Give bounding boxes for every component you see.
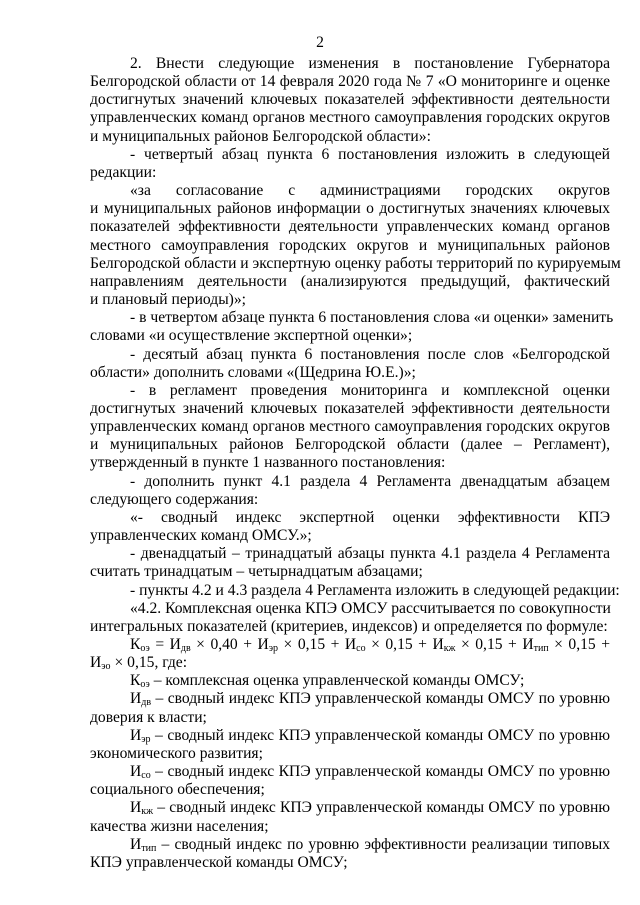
definition-6-line-2: КПЭ управленческой команды ОМСУ;: [90, 853, 348, 871]
paragraph-1-line-1: 2. Внести следующие изменения в постановление Губернатора: [130, 55, 610, 72]
paragraph-9-line-2: считать тринадцатым – четырнадцатым абзацами;: [90, 563, 423, 581]
paragraph-10-line-1: - пункты 4.2 и 4.3 раздела 4 Регламента изложить в следующей редакции:: [130, 581, 620, 599]
paragraph-3-line-7: и плановый периоды)»;: [90, 291, 247, 309]
definition-5-line-2: качества жизни населения;: [90, 817, 269, 835]
paragraph-6-line-4: и муниципальных районов Белгородской области (далее – Регламент),: [90, 436, 610, 454]
definition-2-line-1: $И_{дв}$ – сводный индекс КПЭ управленческой команды ОМСУ по уровню: [130, 690, 610, 709]
paragraph-3-line-1: «за согласование с администрациями городских округов: [130, 182, 610, 200]
formula-line-2: $И_{эо} \times 0,15$, где:: [90, 654, 188, 673]
definition-4-line-1: $И_{со}$ – сводный индекс КПЭ управленческой команды ОМСУ по уровню: [130, 763, 610, 782]
paragraph-3-line-2: и муниципальных районов информации о достигнутых значениях ключевых: [90, 200, 610, 218]
paragraph-6-line-3: управленческих команд органов местного самоуправления городских округов: [90, 418, 610, 436]
paragraph-1-line-2: Белгородской области от 14 февраля 2020 года № 7 «О мониторинге и оценке: [90, 73, 610, 91]
paragraph-3-line-6: направлениям деятельности (анализируются предыдущий, фактический: [90, 272, 610, 290]
paragraph-4-line-2: словами «и осуществление экспертной оценки»;: [90, 327, 413, 345]
document-body: [90, 55, 621, 872]
paragraph-3-line-5: Белгородской области и экспертную оценку работы территорий по курируемым: [90, 254, 621, 272]
paragraph-7-line-2: следующего содержания:: [90, 490, 259, 508]
paragraph-6-line-5: утвержденный в пункте 1 названного постановления:: [90, 454, 446, 472]
paragraph-8-line-2: управленческих команд ОМСУ.»;: [90, 527, 312, 545]
paragraph-2-line-2: редакции:: [90, 163, 157, 181]
definition-4-line-2: социального обеспечения;: [90, 781, 265, 799]
paragraph-6-line-1: - в регламент проведения мониторинга и комплексной оценки: [130, 381, 610, 399]
page-number: 2: [316, 34, 324, 51]
paragraph-2-line-1: - четвертый абзац пункта 6 постановления изложить в следующей: [130, 145, 610, 163]
paragraph-5-line-2: области» дополнить словами «(Щедрина Ю.Е.)»;: [90, 363, 416, 381]
definition-2-line-2: доверия к власти;: [90, 708, 207, 726]
paragraph-3-line-4: местного самоуправления городских округов и муниципальных районов: [90, 236, 610, 254]
paragraph-6-line-2: достигнутых значений ключевых показателей эффективности деятельности: [90, 399, 610, 417]
paragraph-5-line-1: - десятый абзац пункта 6 постановления после слов «Белгородской: [130, 345, 610, 363]
paragraph-11-line-2: интегральных показателей (критериев, индексов) и определяется по формуле:: [90, 617, 608, 635]
paragraph-1-line-5: и муниципальных районов Белгородской области»:: [90, 127, 431, 145]
paragraph-4-line-1: - в четвертом абзаце пункта 6 постановления слова «и оценки» заменить: [130, 309, 614, 327]
paragraph-1-line-3: достигнутых значений ключевых показателей эффективности деятельности: [90, 91, 610, 109]
definition-1-line-1: $К_{оэ}$ – комплексная оценка управленческой команды ОМСУ;: [130, 672, 525, 691]
paragraph-9-line-1: - двенадцатый – тринадцатый абзацы пункта 4.1 раздела 4 Регламента: [130, 545, 610, 563]
paragraph-1-line-4: управленческих команд органов местного самоуправления городских округов: [90, 109, 610, 127]
paragraph-3-line-3: показателей эффективности деятельности управленческих команд органов: [90, 218, 610, 236]
paragraph-8-line-1: «- сводный индекс экспертной оценки эффективности КПЭ: [130, 508, 610, 526]
paragraph-11-line-1: «4.2. Комплексная оценка КПЭ ОМСУ рассчитывается по совокупности: [130, 599, 611, 617]
definition-6-line-1: $И_{тип}$ – сводный индекс по уровню эффективности реализации типовых: [130, 835, 610, 854]
definition-5-line-1: $И_{кж}$ – сводный индекс КПЭ управленческой команды ОМСУ по уровню: [130, 799, 610, 818]
paragraph-7-line-1: - дополнить пункт 4.1 раздела 4 Регламента двенадцатым абзацем: [130, 472, 610, 490]
definition-3-line-2: экономического развития;: [90, 744, 263, 762]
formula-line-1: $К_{оэ} = И_{дв} \times 0,40 + И_{эр} \times 0,15 + И_{со} \times 0,15 + И_{кж} \times 0,15 + И_{тип} \times 0,15$ +: [130, 636, 610, 654]
definition-3-line-1: $И_{эр}$ – сводный индекс КПЭ управленческой команды ОМСУ по уровню: [130, 726, 610, 745]
